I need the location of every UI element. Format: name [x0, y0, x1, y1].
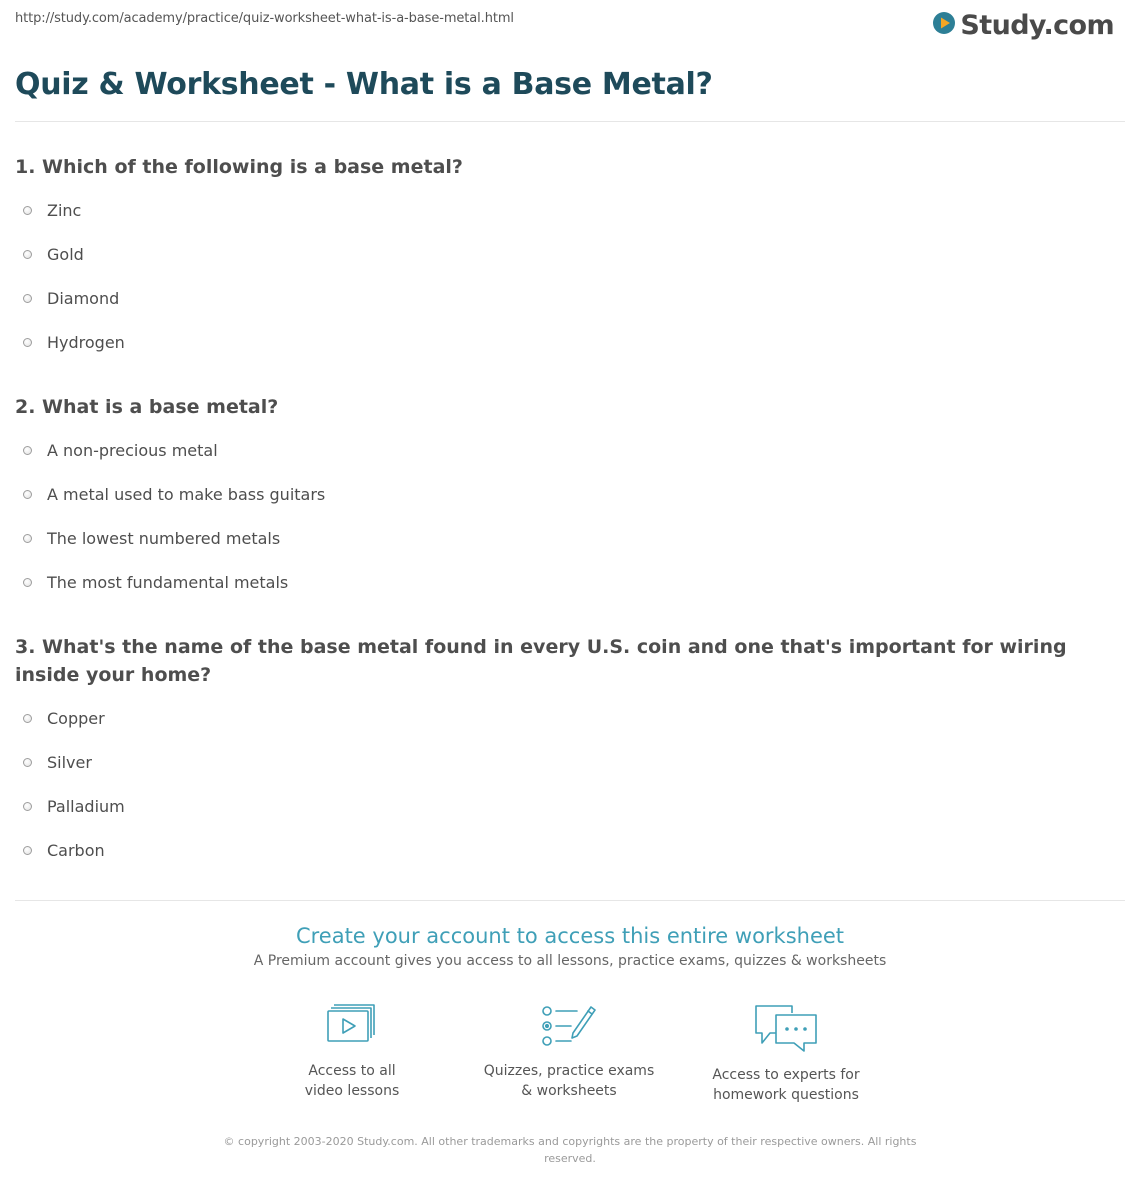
radio-button[interactable]: [23, 846, 32, 855]
feature-video-lessons: [252, 1003, 452, 1101]
radio-button[interactable]: [23, 206, 32, 215]
option-label: A non-precious metal: [47, 440, 218, 460]
chat-bubbles-icon: [686, 1003, 886, 1053]
answer-option[interactable]: [23, 795, 125, 817]
answer-option[interactable]: [23, 839, 105, 861]
quiz-list-icon: [469, 1003, 669, 1049]
feature-label-line: homework questions: [713, 1087, 859, 1103]
copyright-line: reserved.: [544, 1152, 596, 1165]
page-title: Quiz & Worksheet - What is a Base Metal?: [15, 67, 713, 102]
copyright-footer: [210, 1133, 930, 1167]
copyright-line: © copyright 2003-2020 Study.com. All other trademarks and copyrights are the property of their respective owners. All rights: [223, 1135, 917, 1148]
answer-option[interactable]: [23, 707, 105, 729]
option-label: The most fundamental metals: [47, 572, 289, 592]
divider: [15, 900, 1125, 901]
question-2: 2. What is a base metal?: [15, 396, 279, 418]
answer-option[interactable]: [23, 571, 288, 593]
answer-option[interactable]: [23, 527, 280, 549]
option-label: Silver: [47, 752, 92, 772]
feature-quizzes: [469, 1003, 669, 1101]
radio-button[interactable]: [23, 578, 32, 587]
feature-label-line: Quizzes, practice exams: [483, 1063, 655, 1079]
feature-experts: [686, 1003, 886, 1105]
answer-option[interactable]: [23, 439, 218, 461]
option-label: The lowest numbered metals: [47, 528, 281, 548]
answer-option[interactable]: [23, 243, 84, 265]
radio-button[interactable]: [23, 534, 32, 543]
question-1: 1. Which of the following is a base metal?: [15, 156, 463, 178]
answer-option[interactable]: [23, 287, 119, 309]
option-label: Diamond: [47, 288, 120, 308]
radio-button[interactable]: [23, 802, 32, 811]
option-label: A metal used to make bass guitars: [47, 484, 326, 504]
question-3: 3. What's the name of the base metal found in every U.S. coin and one that's important for wiring inside your home?: [15, 636, 1067, 686]
option-label: Carbon: [47, 840, 105, 860]
radio-button[interactable]: [23, 250, 32, 259]
radio-button[interactable]: [23, 338, 32, 347]
answer-option[interactable]: [23, 751, 92, 773]
radio-button[interactable]: [23, 490, 32, 499]
option-label: Copper: [47, 708, 105, 728]
answer-option[interactable]: [23, 483, 325, 505]
radio-button[interactable]: [23, 714, 32, 723]
radio-button[interactable]: [23, 446, 32, 455]
feature-label-line: video lessons: [304, 1083, 400, 1099]
logo-text: Study.com: [960, 9, 1114, 41]
video-lessons-icon: [252, 1003, 452, 1049]
feature-label-line: & worksheets: [521, 1083, 617, 1099]
answer-option[interactable]: [23, 331, 125, 353]
page-url: http://study.com/academy/practice/quiz-worksheet-what-is-a-base-metal.html: [15, 11, 514, 26]
option-label: Hydrogen: [47, 332, 125, 352]
divider: [15, 121, 1125, 122]
feature-label-line: Access to experts for: [712, 1067, 860, 1083]
cta-subtitle: A Premium account gives you access to all lessons, practice exams, quizzes & worksheets: [253, 953, 887, 969]
option-label: Gold: [47, 244, 84, 264]
study-logo[interactable]: [932, 7, 1114, 43]
radio-button[interactable]: [23, 758, 32, 767]
radio-button[interactable]: [23, 294, 32, 303]
option-label: Zinc: [47, 200, 82, 220]
answer-option[interactable]: [23, 199, 81, 221]
play-logo-icon: [932, 11, 956, 39]
option-label: Palladium: [47, 796, 125, 816]
cta-link[interactable]: Create your account to access this entire worksheet: [295, 924, 845, 948]
feature-label-line: Access to all: [308, 1063, 396, 1079]
